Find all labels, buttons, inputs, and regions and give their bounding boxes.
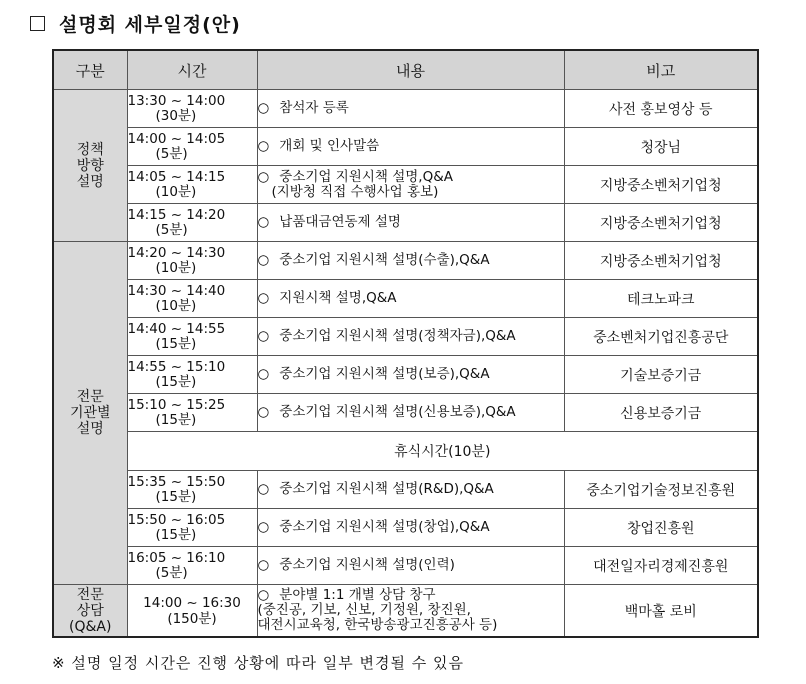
content-text: 참석자 등록 <box>279 100 349 116</box>
time-duration: (10분) <box>155 297 197 314</box>
footnote: ※ 설명 일정 시간은 진행 상황에 따라 일부 변경될 수 있음 <box>52 654 465 672</box>
category-label-line: 설명 <box>76 173 104 190</box>
time-range: 14:00 ~ 16:30 <box>143 594 241 611</box>
content-cell <box>257 471 564 509</box>
document-title <box>30 10 241 36</box>
table-header-row <box>53 50 758 90</box>
note-cell: 사전 홍보영상 등 <box>564 90 758 128</box>
title-text: 설명회 세부일정(안) <box>59 13 241 36</box>
content-line <box>258 139 564 154</box>
category-label-line: (Q&A) <box>69 618 112 635</box>
time-cell <box>127 394 257 432</box>
content-text: 중소기업 지원시책 설명,Q&A <box>279 168 453 185</box>
content-text: 중소기업 지원시책 설명(정책자금),Q&A <box>279 328 516 344</box>
table-row <box>53 585 758 638</box>
content-cell <box>257 509 564 547</box>
schedule-table <box>52 49 759 638</box>
time-duration: (15분) <box>155 373 197 390</box>
bullet-icon: ○ <box>257 587 270 603</box>
bullet-icon: ○ <box>257 214 270 230</box>
time-cell <box>127 585 257 638</box>
checkbox-icon <box>30 16 45 31</box>
time-range: 15:10 ~ 15:25 <box>127 396 226 413</box>
category-cell <box>53 585 127 638</box>
content-line <box>258 101 564 116</box>
category-label-line: 정책 <box>76 141 104 158</box>
content-text: 중소기업 지원시책 설명(창업),Q&A <box>279 519 490 535</box>
bullet-icon: ○ <box>257 328 270 344</box>
content-line <box>258 618 564 633</box>
content-text: 중소기업 지원시책 설명(보증),Q&A <box>279 366 490 382</box>
content-text: 중소기업 지원시책 설명(인력) <box>279 557 455 573</box>
content-cell <box>257 166 564 204</box>
content-cell <box>257 280 564 318</box>
time-cell <box>127 356 257 394</box>
time-cell <box>127 242 257 280</box>
bullet-icon: ○ <box>257 519 270 535</box>
time-range: 15:35 ~ 15:50 <box>127 473 226 490</box>
content-cell <box>257 318 564 356</box>
time-duration: (30분) <box>155 107 197 124</box>
time-cell <box>127 318 257 356</box>
content-line <box>258 329 564 344</box>
bullet-icon: ○ <box>257 138 270 154</box>
note-cell: 중소벤처기업진흥공단 <box>564 318 758 356</box>
time-cell <box>127 128 257 166</box>
note-cell: 창업진흥원 <box>564 509 758 547</box>
time-range: 13:30 ~ 14:00 <box>127 92 226 109</box>
table-row <box>53 356 758 394</box>
content-line <box>258 520 564 535</box>
bullet-icon: ○ <box>257 557 270 573</box>
table-row <box>53 128 758 166</box>
note-cell: 청장님 <box>564 128 758 166</box>
category-label-line: 기관별 <box>69 405 111 421</box>
time-duration: (15분) <box>155 526 197 543</box>
bullet-icon: ○ <box>257 100 270 116</box>
header-note: 비고 <box>564 50 758 90</box>
time-range: 15:50 ~ 16:05 <box>127 511 226 528</box>
time-duration: (15분) <box>155 335 197 352</box>
content-cell <box>257 204 564 242</box>
time-cell <box>127 280 257 318</box>
bullet-icon: ○ <box>257 366 270 382</box>
content-text: 중소기업 지원시책 설명(신용보증),Q&A <box>279 404 516 420</box>
table-row <box>53 242 758 280</box>
bullet-icon: ○ <box>257 404 270 420</box>
content-line <box>258 170 564 185</box>
note-cell: 테크노파크 <box>564 280 758 318</box>
time-range: 14:00 ~ 14:05 <box>127 130 226 147</box>
content-text: 분야별 1:1 개별 상담 창구 <box>279 587 436 603</box>
header-content: 내용 <box>257 50 564 90</box>
category-label-line: 설명 <box>76 421 104 437</box>
content-text: (중진공, 기보, 신보, 기정원, 창진원, <box>257 602 471 618</box>
time-range: 14:40 ~ 14:55 <box>127 320 226 337</box>
table-row <box>53 280 758 318</box>
bullet-icon: ○ <box>257 168 270 185</box>
content-line <box>258 405 564 420</box>
table-row <box>53 547 758 585</box>
table-row <box>53 318 758 356</box>
content-text: (지방청 직접 수행사업 홍보) <box>271 183 439 200</box>
content-line <box>258 253 564 268</box>
time-duration: (10분) <box>155 183 197 200</box>
note-cell: 지방중소벤처기업청 <box>564 166 758 204</box>
break-cell: 휴식시간(10분) <box>127 432 758 471</box>
header-time: 시간 <box>127 50 257 90</box>
table-row <box>53 509 758 547</box>
time-duration: (10분) <box>155 259 197 276</box>
content-text: 대전시교육청, 한국방송광고진흥공사 등) <box>257 617 498 633</box>
time-cell <box>127 471 257 509</box>
content-text: 지원시책 설명,Q&A <box>279 290 397 306</box>
time-range: 16:05 ~ 16:10 <box>127 549 226 566</box>
category-cell <box>53 242 127 585</box>
table-row <box>53 471 758 509</box>
bullet-icon: ○ <box>257 252 270 268</box>
content-line <box>258 603 564 618</box>
note-cell: 백마홀 로비 <box>564 585 758 638</box>
content-cell <box>257 356 564 394</box>
note-cell: 대전일자리경제진흥원 <box>564 547 758 585</box>
break-row <box>53 432 758 471</box>
content-cell <box>257 90 564 128</box>
time-duration: (5분) <box>155 221 188 238</box>
time-duration: (5분) <box>155 145 188 162</box>
content-text: 개회 및 인사말씀 <box>279 138 380 154</box>
note-cell: 신용보증기금 <box>564 394 758 432</box>
content-cell <box>257 128 564 166</box>
table-row <box>53 204 758 242</box>
time-cell <box>127 90 257 128</box>
time-duration: (15분) <box>155 411 197 428</box>
note-cell: 기술보증기금 <box>564 356 758 394</box>
category-label-line: 상담 <box>76 602 104 619</box>
table-body <box>53 90 758 638</box>
note-cell: 지방중소벤처기업청 <box>564 242 758 280</box>
content-text: 중소기업 지원시책 설명(수출),Q&A <box>279 252 490 268</box>
content-cell <box>257 585 564 638</box>
content-line <box>258 588 564 603</box>
time-range: 14:20 ~ 14:30 <box>127 244 226 261</box>
time-duration: (5분) <box>155 564 188 581</box>
content-text: 중소기업 지원시책 설명(R&D),Q&A <box>279 481 494 497</box>
time-duration: (150분) <box>167 610 217 627</box>
bullet-icon: ○ <box>257 481 270 497</box>
category-label-line: 전문 <box>76 586 104 603</box>
category-cell <box>53 90 127 242</box>
time-range: 14:55 ~ 15:10 <box>127 358 226 375</box>
content-cell <box>257 394 564 432</box>
content-line <box>258 215 564 230</box>
time-range: 14:05 ~ 14:15 <box>127 168 226 185</box>
content-text: 납품대금연동제 설명 <box>279 214 401 230</box>
header-category: 구분 <box>53 50 127 90</box>
category-label-line: 방향 <box>76 157 104 174</box>
content-line <box>258 558 564 573</box>
note-cell: 중소기업기술정보진흥원 <box>564 471 758 509</box>
table-row <box>53 90 758 128</box>
bullet-icon: ○ <box>257 290 270 306</box>
time-range: 14:30 ~ 14:40 <box>127 282 226 299</box>
time-cell <box>127 204 257 242</box>
category-label-line: 전문 <box>76 389 104 405</box>
time-cell <box>127 166 257 204</box>
content-cell <box>257 547 564 585</box>
content-line <box>258 367 564 382</box>
content-line <box>258 482 564 497</box>
content-line <box>258 291 564 306</box>
time-cell <box>127 547 257 585</box>
time-duration: (15분) <box>155 488 197 505</box>
table-row <box>53 394 758 432</box>
time-range: 14:15 ~ 14:20 <box>127 206 226 223</box>
content-cell <box>257 242 564 280</box>
table-row <box>53 166 758 204</box>
content-line <box>258 185 564 200</box>
time-cell <box>127 509 257 547</box>
note-cell: 지방중소벤처기업청 <box>564 204 758 242</box>
